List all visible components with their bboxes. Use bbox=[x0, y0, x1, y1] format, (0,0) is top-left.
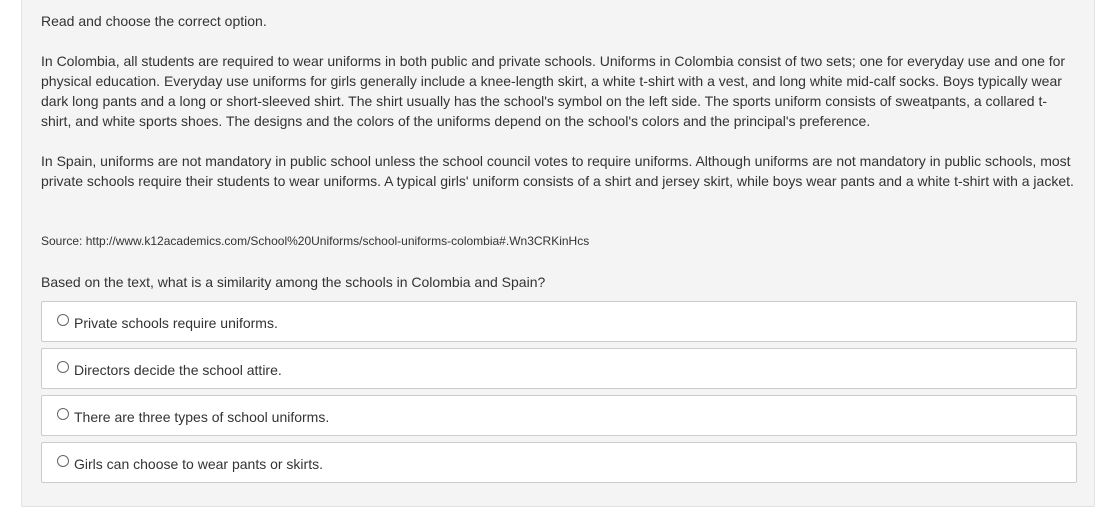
answer-option-4[interactable] bbox=[41, 442, 1077, 483]
radio-button-icon[interactable] bbox=[57, 408, 69, 420]
passage-spain: In Spain, uniforms are not mandatory in public school unless the school council votes to require uniforms. Although uniforms are not mandatory in public schools, most private schools require their students to wear uniforms. A typical girls' uniform consists of a shirt and jersey skirt, while boys wear pants and a white t-shirt with a jacket. bbox=[41, 153, 1074, 189]
answer-option-label: Directors decide the school attire. bbox=[74, 362, 282, 378]
question-prompt: Based on the text, what is a similarity among the schools in Colombia and Spain? bbox=[41, 274, 546, 290]
source-citation: Source: http://www.k12academics.com/School%20Uniforms/school-uniforms-colombia#.Wn3CRKinHcs bbox=[41, 234, 590, 248]
answer-option-1[interactable] bbox=[41, 301, 1077, 342]
answer-option-label: There are three types of school uniforms. bbox=[74, 409, 330, 425]
answer-option-label: Girls can choose to wear pants or skirts. bbox=[74, 456, 323, 472]
instruction-text: Read and choose the correct option. bbox=[41, 13, 267, 29]
radio-button-icon[interactable] bbox=[57, 314, 69, 326]
answer-option-2[interactable] bbox=[41, 348, 1077, 389]
answer-option-3[interactable] bbox=[41, 395, 1077, 436]
answer-option-label: Private schools require uniforms. bbox=[74, 315, 278, 331]
radio-button-icon[interactable] bbox=[57, 361, 69, 373]
radio-button-icon[interactable] bbox=[57, 455, 69, 467]
answer-options bbox=[41, 301, 1077, 489]
passage-colombia: In Colombia, all students are required to wear uniforms in both public and private schools. Uniforms in Colombia consist of two sets; one for everyday use and one for physical education. Everyday use uniforms for girls generally include a knee-length skirt, a white t-shirt with a vest, and long white mid-calf socks. Boys typically wear dark long pants and a long or short-sleeved shirt. The shirt usually has the school's symbol on the left side. The sports uniform consists of sweatpants, a collared t-shirt, and white sports shoes. The designs and the colors of the uniforms depend on the school's colors and the principal's preference. bbox=[41, 53, 1066, 129]
question-panel bbox=[21, 0, 1095, 507]
